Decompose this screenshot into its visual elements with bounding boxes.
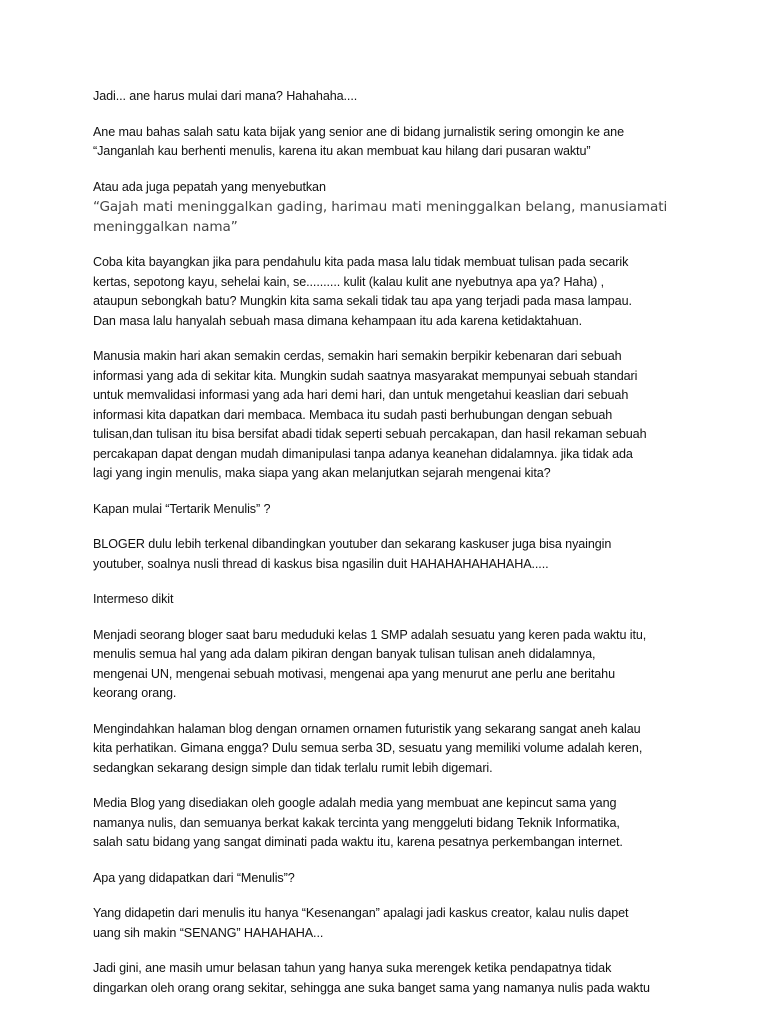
paragraph-media-blog	[93, 794, 693, 853]
text-line: namanya nulis, dan semuanya berkat kakak tercinta yang menggeluti bidang Teknik Informatika,	[93, 815, 620, 830]
paragraph-quote-senior	[93, 123, 693, 162]
text-line: informasi kita dapatkan dari membaca. Membaca itu sudah pasti berhubungan dengan sebuah	[93, 407, 613, 422]
text-line: Jadi... ane harus mulai dari mana? Hahahaha....	[93, 89, 358, 103]
text-line: Ane mau bahas salah satu kata bijak yang senior ane di bidang jurnalistik sering omongin ke ane	[93, 124, 624, 139]
text-line: Yang didapetin dari menulis itu hanya “Kesenangan” apalagi jadi kaskus creator, kalau nulis dapet	[93, 906, 629, 920]
text-line: BLOGER dulu lebih terkenal dibandingkan youtuber dan sekarang kaskuser juga bisa nyaingin	[93, 537, 612, 551]
text-line: Media Blog yang disediakan oleh google adalah media yang membuat ane kepincut sama yang	[93, 796, 617, 810]
text-line: lagi yang ingin menulis, maka siapa yang akan melanjutkan sejarah mengenai kita?	[93, 466, 551, 480]
paragraph-bloger	[93, 535, 693, 574]
text-line: dingarkan oleh orang orang sekitar, sehingga ane suka banget sama yang namanya nulis pada waktu	[93, 980, 650, 995]
text-line: informasi yang ada di sekitar kita. Mungkin sudah saatnya masyarakat mempunyai sebuah standari	[93, 368, 638, 383]
paragraph-belasan	[93, 959, 693, 998]
text-line: Dan masa lalu hanyalah sebuah masa dimana kehampaan itu ada karena ketidaktahuan.	[93, 313, 582, 328]
paragraph-ancestors	[93, 253, 693, 331]
text-line: sedangkan sekarang design simple dan tidak terlalu rumit lebih digemari.	[93, 760, 493, 775]
text-line: uang sih makin “SENANG” HAHAHAHA...	[93, 925, 324, 940]
text-line: menulis semua hal yang ada dalam pikiran dengan banyak tulisan tulisan aneh didalamnya,	[93, 647, 596, 661]
text-line: Manusia makin hari akan semakin cerdas, semakin hari semakin berpikir kebenaran dari sebuah	[93, 349, 622, 363]
paragraph-kesenangan	[93, 904, 693, 943]
document-body	[93, 87, 693, 1014]
text-line: kita perhatikan. Gimana engga? Dulu semua serba 3D, sesuatu yang memiliki volume adalah keren,	[93, 741, 643, 755]
paragraph-humans-smarter	[93, 347, 693, 484]
text-line: percakapan dapat dengan mudah dimanipulasi tanpa adanya keanehan didalamnya. jika tidak ada	[93, 446, 633, 461]
paragraph-ornaments	[93, 720, 693, 779]
paragraph-smp	[93, 626, 693, 704]
text-line: tulisan,dan tulisan itu bisa bersifat abadi tidak seperti sebuah percakapan, dan hasil rekaman sebuah	[93, 427, 647, 441]
section-heading-intermeso	[93, 590, 693, 610]
text-line: Menjadi seorang bloger saat baru meduduki kelas 1 SMP adalah sesuatu yang keren pada waktu itu,	[93, 627, 647, 642]
text-line: kertas, sepotong kayu, sehelai kain, se.......... kulit (kalau kulit ane nyebutnya apa ya? Haha) ,	[93, 274, 605, 289]
proverb-quote	[93, 197, 693, 237]
text-line: Kapan mulai “Tertarik Menulis” ?	[93, 501, 271, 516]
text-line: salah satu bidang yang sangat diminati pada waktu itu, karena pesatnya perkembangan internet.	[93, 835, 623, 849]
text-line: meninggalkan nama”	[93, 219, 238, 235]
text-line: youtuber, soalnya nusli thread di kaskus bisa ngasilin duit HAHAHAHAHAHAHA.....	[93, 556, 549, 571]
text-line: Intermeso dikit	[93, 592, 174, 606]
text-line: keorang orang.	[93, 686, 177, 700]
text-line: untuk memvalidasi informasi yang ada hari demi hari, dan untuk mengetahui keaslian dari sebuah	[93, 388, 629, 402]
text-line: Jadi gini, ane masih umur belasan tahun yang hanya suka merengek ketika pendapatnya tidak	[93, 961, 612, 975]
text-line: Coba kita bayangkan jika para pendahulu kita pada masa lalu tidak membuat tulisan pada secarik	[93, 255, 629, 269]
text-line: mengenai UN, mengenai sebuah motivasi, mengenai apa yang menurut ane perlu ane beritahu	[93, 666, 615, 681]
text-line: Mengindahkan halaman blog dengan ornamen ornamen futuristik yang sekarang sangat aneh kalau	[93, 721, 641, 736]
text-line: Apa yang didapatkan dari “Menulis”?	[93, 870, 295, 885]
text-line: “Gajah mati meninggalkan gading, harimau mati meninggalkan belang, manusiamati	[93, 199, 668, 215]
paragraph-proverb-intro	[93, 178, 693, 198]
section-heading-benefits	[93, 869, 693, 889]
text-line: Atau ada juga pepatah yang menyebutkan	[93, 179, 326, 194]
text-line: ataupun sebongkah batu? Mungkin kita sama sekali tidak tau apa yang terjadi pada masa lampau.	[93, 294, 632, 308]
paragraph-opening	[93, 87, 693, 107]
text-line: “Janganlah kau berhenti menulis, karena itu akan membuat kau hilang dari pusaran waktu”	[93, 144, 591, 158]
section-heading-interest	[93, 500, 693, 520]
